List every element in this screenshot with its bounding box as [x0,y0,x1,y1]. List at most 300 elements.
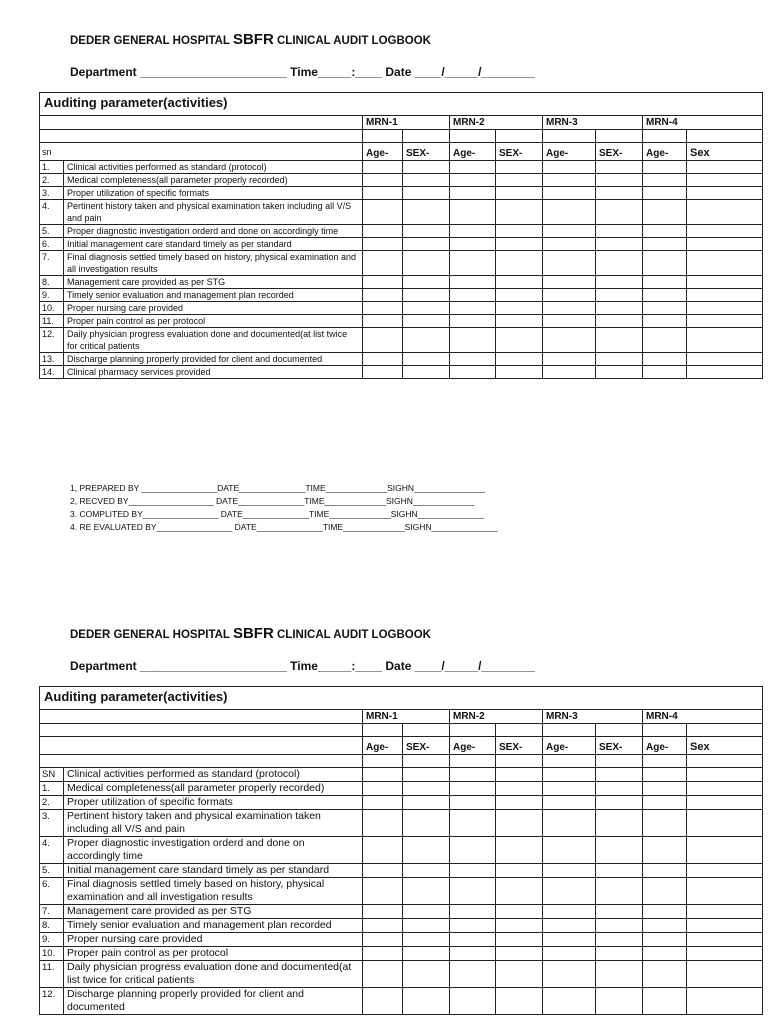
age-entry-cell[interactable] [543,988,596,1015]
age-entry-cell[interactable] [450,919,496,933]
age-entry-cell[interactable] [543,810,596,837]
sex-entry-cell[interactable] [403,276,450,289]
form-title [70,31,431,48]
age-entry-cell[interactable] [543,796,596,810]
age-entry-cell[interactable] [450,796,496,810]
sex-entry-cell[interactable] [687,988,763,1015]
row-number: 3. [40,810,64,837]
age-entry-cell[interactable] [450,174,496,187]
age-entry-cell[interactable] [643,315,687,328]
age-entry-cell[interactable] [643,328,687,353]
age-entry-cell[interactable] [643,276,687,289]
sex-entry-cell[interactable] [496,289,543,302]
activity-row [40,315,763,328]
sex-entry-cell[interactable] [496,251,543,276]
sex-entry-cell[interactable] [496,187,543,200]
age-entry-cell[interactable] [643,919,687,933]
row-number: 9. [40,289,64,302]
age-entry-cell[interactable] [543,225,596,238]
sex-entry-cell[interactable] [496,768,543,782]
age-entry-cell[interactable] [450,289,496,302]
age-entry-cell[interactable] [363,961,403,988]
sex-entry-cell[interactable] [403,919,450,933]
mrn-3-header: MRN-3 [543,116,643,130]
activity-description: Management care provided as per STG [64,905,363,919]
sex-entry-cell[interactable] [403,810,450,837]
age-entry-cell[interactable] [643,947,687,961]
sex-entry-cell[interactable] [496,315,543,328]
age-entry-cell[interactable] [643,782,687,796]
sex-entry-cell[interactable] [596,864,643,878]
age-entry-cell[interactable] [643,864,687,878]
sex-entry-cell[interactable] [496,276,543,289]
age-entry-cell[interactable] [543,289,596,302]
age-entry-cell[interactable] [363,200,403,225]
sex-entry-cell[interactable] [596,251,643,276]
age-entry-cell[interactable] [363,251,403,276]
activity-description: Pertinent history taken and physical examination taken including all V/S and pain [64,200,363,225]
activity-description: Proper nursing care provided [64,933,363,947]
activity-row [40,225,763,238]
sex-entry-cell[interactable] [403,353,450,366]
sex-entry-cell[interactable] [596,366,643,379]
age-entry-cell[interactable] [450,276,496,289]
age-entry-cell[interactable] [363,768,403,782]
sex-entry-cell[interactable] [596,837,643,864]
row-number: 2. [40,174,64,187]
sex-entry-cell[interactable] [403,768,450,782]
sex-entry-cell[interactable] [403,187,450,200]
sex-entry-cell[interactable] [496,366,543,379]
sex-entry-cell[interactable] [596,174,643,187]
age-entry-cell[interactable] [450,225,496,238]
sex-entry-cell[interactable] [496,174,543,187]
row-number: 9. [40,933,64,947]
age-entry-cell[interactable] [363,796,403,810]
sex-entry-cell[interactable] [496,933,543,947]
age-entry-cell[interactable] [363,289,403,302]
age-header: Age- [363,143,403,161]
row-number: 10. [40,302,64,315]
sex-entry-cell[interactable] [496,353,543,366]
sex-entry-cell[interactable] [496,988,543,1015]
age-entry-cell[interactable] [450,961,496,988]
sex-entry-cell[interactable] [687,796,763,810]
age-entry-cell[interactable] [543,353,596,366]
age-entry-cell[interactable] [363,225,403,238]
age-entry-cell[interactable] [643,366,687,379]
sex-entry-cell[interactable] [687,302,763,315]
row-number: 7. [40,251,64,276]
age-entry-cell[interactable] [363,988,403,1015]
sex-entry-cell[interactable] [687,878,763,905]
age-entry-cell[interactable] [643,187,687,200]
sex-entry-cell[interactable] [496,961,543,988]
sex-entry-cell[interactable] [403,878,450,905]
activity-description: Final diagnosis settled timely based on history, physical examination and all investigation results [64,251,363,276]
age-entry-cell[interactable] [643,796,687,810]
sex-entry-cell[interactable] [496,161,543,174]
sex-entry-cell[interactable] [496,796,543,810]
sex-entry-cell[interactable] [596,315,643,328]
title-hospital: DEDER GENERAL HOSPITAL [70,35,230,47]
age-entry-cell[interactable] [643,837,687,864]
sex-entry-cell[interactable] [496,878,543,905]
age-entry-cell[interactable] [543,276,596,289]
sex-entry-cell[interactable] [403,289,450,302]
sex-entry-cell[interactable] [596,810,643,837]
activity-row [40,961,763,988]
title-sbfr: SBFR [232,31,274,48]
mrn-4-header: MRN-4 [643,710,763,724]
sex-entry-cell[interactable] [596,933,643,947]
activity-description: Timely senior evaluation and management plan recorded [64,289,363,302]
age-entry-cell[interactable] [363,366,403,379]
sex-entry-cell[interactable] [596,905,643,919]
sex-entry-cell[interactable] [687,276,763,289]
age-entry-cell[interactable] [363,905,403,919]
activity-description: Daily physician progress evaluation done and documented(at list twice for critical patients [64,328,363,353]
age-entry-cell[interactable] [363,174,403,187]
sex-entry-cell[interactable] [687,200,763,225]
sex-header: Sex [687,143,763,161]
sex-entry-cell[interactable] [687,919,763,933]
sex-entry-cell[interactable] [403,366,450,379]
signoff-block [70,482,498,534]
age-entry-cell[interactable] [543,187,596,200]
age-entry-cell[interactable] [363,315,403,328]
age-entry-cell[interactable] [450,161,496,174]
age-entry-cell[interactable] [450,302,496,315]
age-entry-cell[interactable] [643,174,687,187]
sex-entry-cell[interactable] [403,328,450,353]
sex-entry-cell[interactable] [496,864,543,878]
age-entry-cell[interactable] [363,328,403,353]
row-number: SN [40,768,64,782]
sex-entry-cell[interactable] [687,187,763,200]
activity-row [40,161,763,174]
age-entry-cell[interactable] [363,810,403,837]
age-entry-cell[interactable] [450,810,496,837]
activity-row [40,328,763,353]
sex-header: SEX- [403,737,450,755]
activity-row [40,933,763,947]
sex-entry-cell[interactable] [403,905,450,919]
age-entry-cell[interactable] [363,353,403,366]
sex-entry-cell[interactable] [596,782,643,796]
sex-entry-cell[interactable] [403,161,450,174]
activity-description: Daily physician progress evaluation done and documented(at list twice for critical patients [64,961,363,988]
age-entry-cell[interactable] [363,302,403,315]
activity-row [40,353,763,366]
sex-entry-cell[interactable] [596,328,643,353]
sex-entry-cell[interactable] [403,961,450,988]
row-number: 6. [40,878,64,905]
age-entry-cell[interactable] [363,947,403,961]
sex-entry-cell[interactable] [687,810,763,837]
blank-cell [40,710,363,724]
signoff-line[interactable]: 2, RECVED BY__________________ DATE______________TIME_____________SIGHN_____________ [70,496,475,506]
activity-description: Medical completeness(all parameter properly recorded) [64,174,363,187]
sex-entry-cell[interactable] [687,238,763,251]
mrn-2-header: MRN-2 [450,116,543,130]
age-entry-cell[interactable] [543,315,596,328]
activity-row [40,251,763,276]
activity-description: Proper nursing care provided [64,302,363,315]
sex-entry-cell[interactable] [403,782,450,796]
mrn-3-header: MRN-3 [543,710,643,724]
sex-entry-cell[interactable] [596,161,643,174]
age-entry-cell[interactable] [450,947,496,961]
age-entry-cell[interactable] [543,933,596,947]
age-entry-cell[interactable] [363,837,403,864]
mrn-2-header: MRN-2 [450,710,543,724]
sex-entry-cell[interactable] [496,225,543,238]
sex-entry-cell[interactable] [687,328,763,353]
age-entry-cell[interactable] [450,251,496,276]
sex-entry-cell[interactable] [403,864,450,878]
age-entry-cell[interactable] [450,315,496,328]
activity-row [40,878,763,905]
age-entry-cell[interactable] [543,768,596,782]
sex-entry-cell[interactable] [496,837,543,864]
age-entry-cell[interactable] [450,238,496,251]
audit-table-1 [39,92,763,379]
activity-description: Medical completeness(all parameter properly recorded) [64,782,363,796]
department-time-date-line[interactable]: Department ______________________ Time_____:____ Date ____/_____/________ [70,65,535,79]
row-number: 14. [40,366,64,379]
age-entry-cell[interactable] [450,200,496,225]
age-entry-cell[interactable] [450,837,496,864]
audit-form-2 [0,594,768,1024]
activity-description: Timely senior evaluation and management plan recorded [64,919,363,933]
age-entry-cell[interactable] [643,200,687,225]
sex-header: Sex [687,737,763,755]
age-entry-cell[interactable] [450,905,496,919]
sex-entry-cell[interactable] [687,933,763,947]
sex-entry-cell[interactable] [596,200,643,225]
title-hospital: DEDER GENERAL HOSPITAL [70,629,230,641]
sex-header: SEX- [496,143,543,161]
activity-row [40,919,763,933]
sex-entry-cell[interactable] [403,251,450,276]
age-entry-cell[interactable] [363,919,403,933]
sex-entry-cell[interactable] [403,225,450,238]
sex-entry-cell[interactable] [596,302,643,315]
activity-description: Initial management care standard timely as per standard [64,864,363,878]
age-entry-cell[interactable] [450,988,496,1015]
sex-entry-cell[interactable] [496,905,543,919]
activity-description: Proper diagnostic investigation orderd and done on accordingly time [64,837,363,864]
sex-entry-cell[interactable] [596,187,643,200]
sex-entry-cell[interactable] [687,161,763,174]
row-number: 4. [40,837,64,864]
sex-entry-cell[interactable] [496,200,543,225]
age-entry-cell[interactable] [363,782,403,796]
age-entry-cell[interactable] [543,251,596,276]
age-entry-cell[interactable] [643,905,687,919]
table-heading: Auditing parameter(activities) [40,93,763,116]
sex-entry-cell[interactable] [687,353,763,366]
row-number: 7. [40,905,64,919]
age-entry-cell[interactable] [543,878,596,905]
age-entry-cell[interactable] [543,174,596,187]
sex-entry-cell[interactable] [596,961,643,988]
sex-entry-cell[interactable] [596,988,643,1015]
age-entry-cell[interactable] [543,961,596,988]
sex-entry-cell[interactable] [596,768,643,782]
age-entry-cell[interactable] [363,864,403,878]
age-entry-cell[interactable] [363,878,403,905]
sex-entry-cell[interactable] [687,947,763,961]
sex-entry-cell[interactable] [596,947,643,961]
age-entry-cell[interactable] [643,302,687,315]
sex-entry-cell[interactable] [687,768,763,782]
activity-row [40,302,763,315]
row-number: 5. [40,864,64,878]
sex-entry-cell[interactable] [403,315,450,328]
age-entry-cell[interactable] [450,187,496,200]
age-entry-cell[interactable] [363,187,403,200]
sex-entry-cell[interactable] [687,961,763,988]
age-entry-cell[interactable] [643,289,687,302]
sex-entry-cell[interactable] [687,174,763,187]
age-entry-cell[interactable] [643,961,687,988]
activity-row [40,238,763,251]
sex-entry-cell[interactable] [496,919,543,933]
activity-description: Final diagnosis settled timely based on history, physical examination and all investigation results [64,878,363,905]
sex-entry-cell[interactable] [687,251,763,276]
activity-description: Clinical pharmacy services provided [64,366,363,379]
age-entry-cell[interactable] [363,161,403,174]
sex-entry-cell[interactable] [687,782,763,796]
age-entry-cell[interactable] [543,919,596,933]
age-entry-cell[interactable] [450,328,496,353]
table-heading: Auditing parameter(activities) [40,687,763,710]
age-entry-cell[interactable] [643,933,687,947]
age-entry-cell[interactable] [643,988,687,1015]
sex-entry-cell[interactable] [687,289,763,302]
sex-header: SEX- [596,737,643,755]
age-entry-cell[interactable] [543,947,596,961]
sex-entry-cell[interactable] [687,366,763,379]
signoff-line[interactable]: 4. RE EVALUATED BY________________ DATE______________TIME_____________SIGHN______________ [70,522,498,532]
age-entry-cell[interactable] [450,864,496,878]
sex-entry-cell[interactable] [596,919,643,933]
activity-description: Discharge planning properly provided for client and documented [64,988,363,1015]
form-title [70,625,431,642]
age-entry-cell[interactable] [643,161,687,174]
sex-entry-cell[interactable] [687,864,763,878]
age-entry-cell[interactable] [543,328,596,353]
age-entry-cell[interactable] [363,238,403,251]
signoff-line[interactable]: 3. COMPLITED BY________________ DATE______________TIME_____________SIGHN______________ [70,509,484,519]
age-entry-cell[interactable] [543,864,596,878]
sex-entry-cell[interactable] [687,315,763,328]
age-entry-cell[interactable] [450,878,496,905]
sex-entry-cell[interactable] [596,353,643,366]
sex-entry-cell[interactable] [596,276,643,289]
blank-cell [40,116,363,130]
sex-entry-cell[interactable] [403,947,450,961]
age-header: Age- [450,143,496,161]
age-entry-cell[interactable] [543,161,596,174]
sex-entry-cell[interactable] [596,225,643,238]
sex-entry-cell[interactable] [403,174,450,187]
sex-entry-cell[interactable] [496,947,543,961]
age-entry-cell[interactable] [450,366,496,379]
age-entry-cell[interactable] [643,878,687,905]
age-entry-cell[interactable] [543,366,596,379]
age-entry-cell[interactable] [450,782,496,796]
sex-entry-cell[interactable] [596,796,643,810]
age-entry-cell[interactable] [363,276,403,289]
age-header: Age- [643,143,687,161]
age-entry-cell[interactable] [450,768,496,782]
age-entry-cell[interactable] [643,225,687,238]
sex-entry-cell[interactable] [687,837,763,864]
sex-entry-cell[interactable] [403,238,450,251]
sex-entry-cell[interactable] [403,933,450,947]
department-time-date-line[interactable]: Department ______________________ Time_____:____ Date ____/_____/________ [70,659,535,673]
sex-entry-cell[interactable] [496,302,543,315]
activity-row [40,796,763,810]
age-entry-cell[interactable] [643,353,687,366]
sex-entry-cell[interactable] [403,302,450,315]
sex-entry-cell[interactable] [496,238,543,251]
title-sbfr: SBFR [232,625,274,642]
sex-entry-cell[interactable] [403,988,450,1015]
sex-entry-cell[interactable] [496,810,543,837]
activity-row [40,200,763,225]
sex-entry-cell[interactable] [596,289,643,302]
age-entry-cell[interactable] [543,782,596,796]
age-entry-cell[interactable] [543,200,596,225]
sex-entry-cell[interactable] [496,328,543,353]
age-entry-cell[interactable] [643,238,687,251]
activity-row [40,905,763,919]
age-entry-cell[interactable] [543,238,596,251]
sex-entry-cell[interactable] [687,905,763,919]
sex-header: SEX- [403,143,450,161]
signoff-line[interactable]: 1, PREPARED BY ________________DATE______________TIME_____________SIGHN_______________ [70,483,485,493]
activity-description: Initial management care standard timely as per standard [64,238,363,251]
age-entry-cell[interactable] [643,810,687,837]
activity-description: Clinical activities performed as standard (protocol) [64,768,363,782]
activity-row [40,988,763,1015]
age-entry-cell[interactable] [643,251,687,276]
sex-entry-cell[interactable] [496,782,543,796]
sex-entry-cell[interactable] [596,238,643,251]
sex-entry-cell[interactable] [403,837,450,864]
sex-entry-cell[interactable] [403,200,450,225]
age-entry-cell[interactable] [543,905,596,919]
age-header: Age- [643,737,687,755]
activity-row [40,810,763,837]
age-entry-cell[interactable] [363,933,403,947]
mrn-1-header: MRN-1 [363,710,450,724]
age-entry-cell[interactable] [543,837,596,864]
sex-entry-cell[interactable] [403,796,450,810]
age-entry-cell[interactable] [450,933,496,947]
age-entry-cell[interactable] [450,353,496,366]
sex-entry-cell[interactable] [687,225,763,238]
age-entry-cell[interactable] [543,302,596,315]
activity-row [40,947,763,961]
age-entry-cell[interactable] [643,768,687,782]
row-number: 4. [40,200,64,225]
sex-entry-cell[interactable] [596,878,643,905]
